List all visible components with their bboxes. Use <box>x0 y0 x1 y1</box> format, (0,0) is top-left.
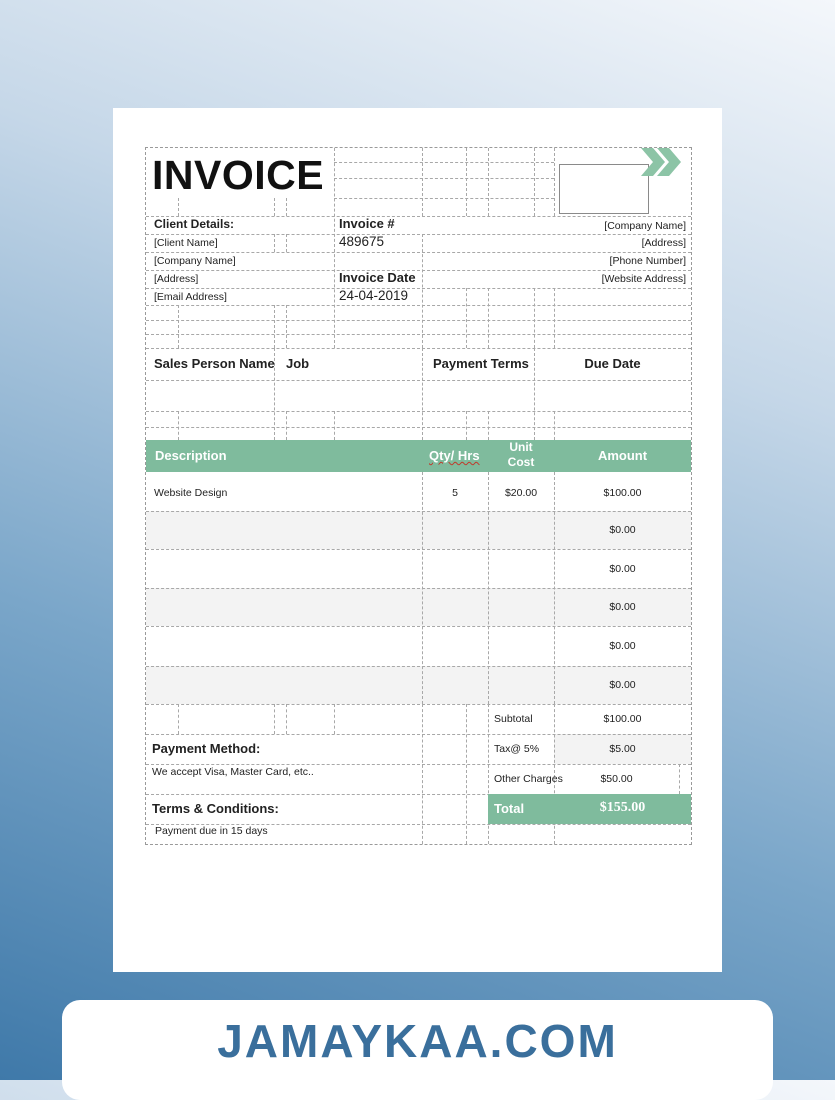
item-amount: $0.00 <box>609 640 636 652</box>
client-details-heading: Client Details: <box>154 217 235 231</box>
payment-terms-header: Payment Terms <box>433 356 529 371</box>
total-label: Total <box>494 801 525 816</box>
item-amount: $0.00 <box>609 601 636 613</box>
invoice-sheet <box>145 147 692 845</box>
item-amount: $100.00 <box>603 487 642 499</box>
invoice-date-label: Invoice Date <box>339 270 416 285</box>
due-date-header: Due Date <box>584 356 641 371</box>
qty-header: Qty/ Hrs <box>429 448 480 463</box>
items-header-row <box>146 440 691 472</box>
subtotal-value: $100.00 <box>603 713 642 725</box>
total-value: $155.00 <box>599 800 646 815</box>
terms-label: Terms & Conditions: <box>152 801 279 816</box>
client-address: [Address] <box>154 273 199 285</box>
tax-value: $5.00 <box>609 743 636 755</box>
item-amount: $0.00 <box>609 679 636 691</box>
payment-method-text: We accept Visa, Master Card, etc.. <box>152 766 314 778</box>
item-amount: $0.00 <box>609 524 636 536</box>
site-name: JAMAYKAA.COM <box>217 1015 618 1067</box>
invoice-number: 489675 <box>339 234 385 249</box>
job-header: Job <box>286 356 310 371</box>
unit-cost-header-line1: Unit <box>509 440 533 454</box>
company-address: [Address] <box>641 237 686 249</box>
client-company: [Company Name] <box>154 255 236 267</box>
item-amount: $0.00 <box>609 563 636 575</box>
company-logo-placeholder <box>559 164 649 214</box>
company-name: [Company Name] <box>604 220 686 232</box>
chevron-logo-icon <box>641 148 685 176</box>
item-description: Website Design <box>154 487 228 499</box>
client-name: [Client Name] <box>154 237 218 249</box>
terms-text: Payment due in 15 days <box>155 825 268 837</box>
payment-method-label: Payment Method: <box>152 741 261 756</box>
item-unit-cost: $20.00 <box>504 487 538 499</box>
sales-person-header: Sales Person Name <box>154 356 275 371</box>
total-value-cell <box>554 794 691 824</box>
client-email: [Email Address] <box>154 291 227 303</box>
company-phone: [Phone Number] <box>609 255 686 267</box>
amount-header: Amount <box>597 448 648 463</box>
invoice-number-label: Invoice # <box>339 216 395 231</box>
unit-cost-header-line2: Cost <box>507 455 535 469</box>
invoice-page <box>113 108 722 972</box>
company-website: [Website Address] <box>601 273 686 285</box>
other-charges-label: Other Charges <box>494 773 563 785</box>
item-qty: 5 <box>452 487 458 499</box>
total-label-cell <box>488 794 554 824</box>
invoice-title: INVOICE <box>152 152 325 198</box>
invoice-date: 24-04-2019 <box>339 288 409 303</box>
other-charges-value: $50.00 <box>600 773 633 785</box>
description-header: Description <box>155 448 227 463</box>
subtotal-label: Subtotal <box>494 713 533 725</box>
site-banner <box>62 1000 773 1100</box>
tax-label: Tax@ 5% <box>494 743 540 755</box>
